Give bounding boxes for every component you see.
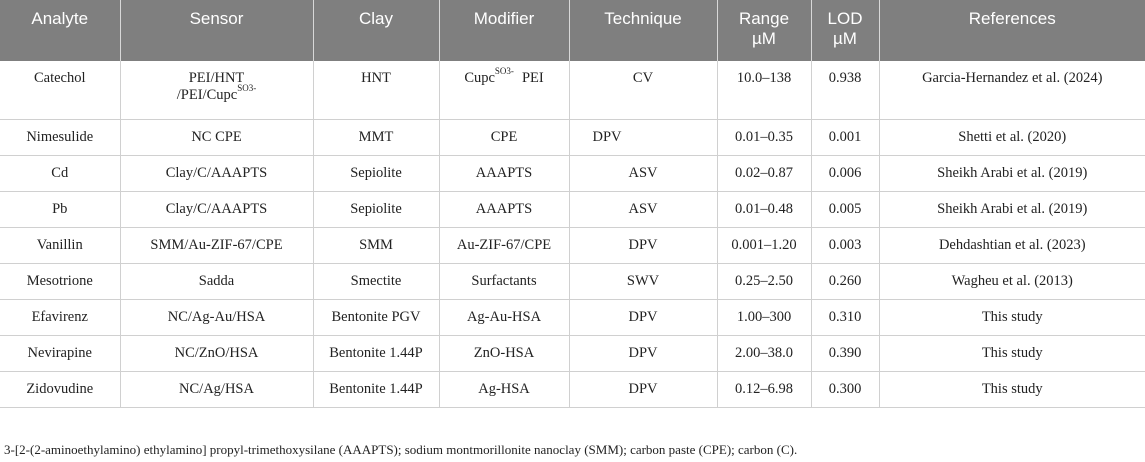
cell-technique: DPV bbox=[569, 119, 717, 155]
cell-reference: This study bbox=[879, 299, 1145, 335]
cell-clay: Sepiolite bbox=[313, 191, 439, 227]
cell-clay: Bentonite 1.44P bbox=[313, 371, 439, 407]
table-row bbox=[0, 335, 1145, 371]
cell-clay: Smectite bbox=[313, 263, 439, 299]
cell-sensor: NC/Ag/HSA bbox=[120, 371, 313, 407]
cell-analyte: Nimesulide bbox=[0, 119, 120, 155]
header-lod bbox=[811, 0, 879, 61]
cell-reference: This study bbox=[879, 335, 1145, 371]
header-range-unit: µM bbox=[752, 29, 776, 48]
sensor-line-2 bbox=[127, 83, 307, 104]
cell-modifier: CPE bbox=[439, 119, 569, 155]
cell-modifier bbox=[439, 61, 569, 119]
cell-reference: Sheikh Arabi et al. (2019) bbox=[879, 155, 1145, 191]
table-row bbox=[0, 371, 1145, 407]
cell-clay: MMT bbox=[313, 119, 439, 155]
table-row bbox=[0, 155, 1145, 191]
cell-sensor: Clay/C/AAAPTS bbox=[120, 155, 313, 191]
cell-sensor bbox=[120, 61, 313, 119]
cell-reference: Shetti et al. (2020) bbox=[879, 119, 1145, 155]
cell-analyte: Nevirapine bbox=[0, 335, 120, 371]
cell-range: 2.00–38.0 bbox=[717, 335, 811, 371]
cell-technique: DPV bbox=[569, 335, 717, 371]
cell-range: 0.001–1.20 bbox=[717, 227, 811, 263]
cell-technique: SWV bbox=[569, 263, 717, 299]
cell-reference: Wagheu et al. (2013) bbox=[879, 263, 1145, 299]
header-lod-label: LOD bbox=[827, 9, 863, 28]
header-technique: Technique bbox=[569, 0, 717, 61]
sensor-superscript: SO3- bbox=[237, 83, 257, 93]
header-sensor: Sensor bbox=[120, 0, 313, 61]
sensor-line-1: PEI/HNT bbox=[188, 70, 245, 86]
cell-technique: ASV bbox=[569, 155, 717, 191]
cell-lod: 0.390 bbox=[811, 335, 879, 371]
cell-reference: Sheikh Arabi et al. (2019) bbox=[879, 191, 1145, 227]
modifier-text: Cupc bbox=[464, 70, 495, 86]
cell-modifier: ZnO-HSA bbox=[439, 335, 569, 371]
cell-sensor: Clay/C/AAAPTS bbox=[120, 191, 313, 227]
cell-range: 0.02–0.87 bbox=[717, 155, 811, 191]
table-row bbox=[0, 299, 1145, 335]
cell-technique: ASV bbox=[569, 191, 717, 227]
header-range bbox=[717, 0, 811, 61]
cell-modifier: Ag-Au-HSA bbox=[439, 299, 569, 335]
cell-technique: DPV bbox=[569, 371, 717, 407]
cell-modifier: Au-ZIF-67/CPE bbox=[439, 227, 569, 263]
sensor-line-2-text: /PEI/Cupc bbox=[176, 87, 238, 103]
cell-analyte: Mesotrione bbox=[0, 263, 120, 299]
cell-reference: Dehdashtian et al. (2023) bbox=[879, 227, 1145, 263]
header-references: References bbox=[879, 0, 1145, 61]
cell-lod: 0.001 bbox=[811, 119, 879, 155]
header-lod-unit: µM bbox=[833, 29, 857, 48]
table-row bbox=[0, 263, 1145, 299]
table-row bbox=[0, 191, 1145, 227]
cell-modifier: Surfactants bbox=[439, 263, 569, 299]
cell-clay: Bentonite PGV bbox=[313, 299, 439, 335]
cell-modifier: Ag-HSA bbox=[439, 371, 569, 407]
cell-sensor: NC/Ag-Au/HSA bbox=[120, 299, 313, 335]
cell-lod: 0.003 bbox=[811, 227, 879, 263]
cell-analyte: Pb bbox=[0, 191, 120, 227]
table-row bbox=[0, 61, 1145, 119]
header-analyte: Analyte bbox=[0, 0, 120, 61]
table-footnote: 3-[2-(2-aminoethylamino) ethylamino] propyl-trimethoxysilane (AAAPTS); sodium montmorillonite nanoclay (SMM); carbon paste (CPE); carbon (C). bbox=[4, 442, 798, 457]
cell-modifier: AAAPTS bbox=[439, 155, 569, 191]
cell-technique: DPV bbox=[569, 227, 717, 263]
cell-lod: 0.938 bbox=[811, 61, 879, 119]
cell-sensor: Sadda bbox=[120, 263, 313, 299]
cell-analyte: Vanillin bbox=[0, 227, 120, 263]
cell-range: 0.01–0.35 bbox=[717, 119, 811, 155]
cell-lod: 0.005 bbox=[811, 191, 879, 227]
cell-lod: 0.310 bbox=[811, 299, 879, 335]
modifier-superscript: SO3- bbox=[494, 66, 514, 76]
cell-clay: Bentonite 1.44P bbox=[313, 335, 439, 371]
cell-range: 1.00–300 bbox=[717, 299, 811, 335]
cell-sensor: SMM/Au-ZIF-67/CPE bbox=[120, 227, 313, 263]
table-row bbox=[0, 227, 1145, 263]
header-clay: Clay bbox=[313, 0, 439, 61]
header-range-label: Range bbox=[738, 9, 790, 28]
cell-analyte: Efavirenz bbox=[0, 299, 120, 335]
cell-lod: 0.260 bbox=[811, 263, 879, 299]
cell-analyte: Zidovudine bbox=[0, 371, 120, 407]
cell-sensor: NC/ZnO/HSA bbox=[120, 335, 313, 371]
cell-range: 0.01–0.48 bbox=[717, 191, 811, 227]
cell-clay: HNT bbox=[313, 61, 439, 119]
table-row bbox=[0, 119, 1145, 155]
cell-sensor: NC CPE bbox=[120, 119, 313, 155]
cell-modifier: AAAPTS bbox=[439, 191, 569, 227]
header-row bbox=[0, 0, 1145, 61]
cell-range: 10.0–138 bbox=[717, 61, 811, 119]
cell-reference: Garcia-Hernandez et al. (2024) bbox=[879, 61, 1145, 119]
cell-technique: DPV bbox=[569, 299, 717, 335]
cell-clay: SMM bbox=[313, 227, 439, 263]
cell-clay: Sepiolite bbox=[313, 155, 439, 191]
cell-reference: This study bbox=[879, 371, 1145, 407]
cell-analyte: Cd bbox=[0, 155, 120, 191]
cell-range: 0.25–2.50 bbox=[717, 263, 811, 299]
cell-lod: 0.006 bbox=[811, 155, 879, 191]
cell-analyte: Catechol bbox=[0, 61, 120, 119]
modifier-suffix: PEI bbox=[521, 70, 544, 86]
cell-lod: 0.300 bbox=[811, 371, 879, 407]
header-modifier: Modifier bbox=[439, 0, 569, 61]
cell-range: 0.12–6.98 bbox=[717, 371, 811, 407]
cell-technique: CV bbox=[569, 61, 717, 119]
